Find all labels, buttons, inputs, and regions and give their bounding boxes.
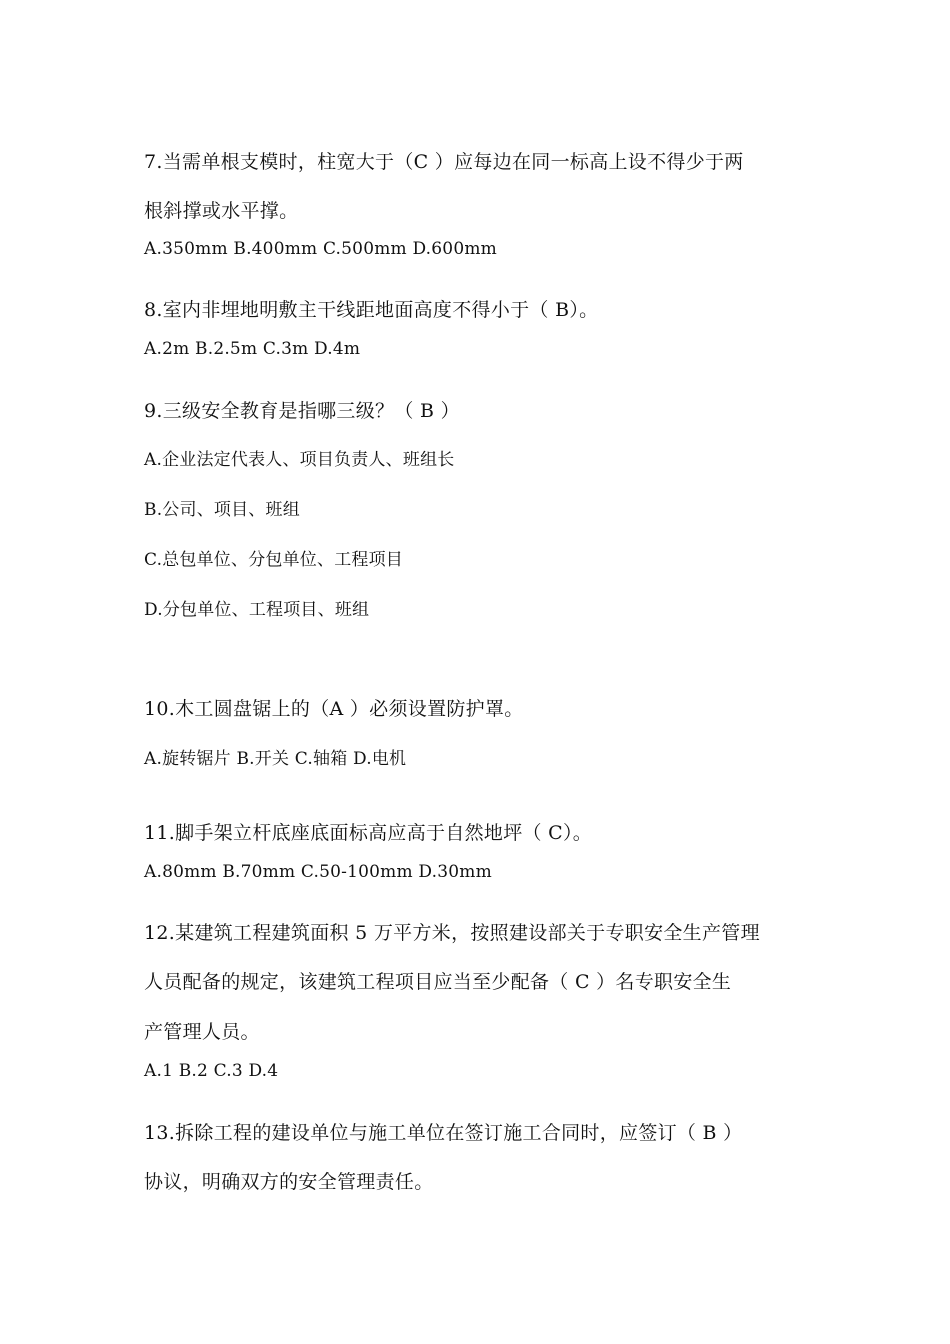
question-11-options: A.80mm B.70mm C.50-100mm D.30mm xyxy=(144,862,492,882)
question-7-line-2: 根斜撑或水平撑。 xyxy=(144,200,299,222)
question-13-line-1: 13.拆除工程的建设单位与施工单位在签订施工合同时，应签订（ B ） xyxy=(144,1122,743,1144)
question-9-line-1: 9.三级安全教育是指哪三级？（ B ） xyxy=(144,400,460,422)
question-7-line-1: 7.当需单根支模时，柱宽大于（C ）应每边在同一标高上设不得少于两 xyxy=(144,151,744,173)
question-12-options: A.1 B.2 C.3 D.4 xyxy=(144,1061,279,1081)
question-9-option-b: B.公司、项目、班组 xyxy=(144,500,300,520)
question-10-options: A.旋转锯片 B.开关 C.轴箱 D.电机 xyxy=(144,749,407,769)
question-9-option-a: A.企业法定代表人、项目负责人、班组长 xyxy=(144,450,455,470)
question-7-options: A.350mm B.400mm C.500mm D.600mm xyxy=(144,239,497,259)
question-9-option-c: C.总包单位、分包单位、工程项目 xyxy=(144,550,404,570)
question-10-line-1: 10.木工圆盘锯上的（A ）必须设置防护罩。 xyxy=(144,698,524,720)
question-9-option-d: D.分包单位、工程项目、班组 xyxy=(144,600,370,620)
question-8-options: A.2m B.2.5m C.3m D.4m xyxy=(144,339,361,359)
question-12-line-2: 人员配备的规定，该建筑工程项目应当至少配备（ C ）名专职安全生 xyxy=(144,971,732,993)
question-12-line-1: 12.某建筑工程建筑面积 5 万平方米，按照建设部关于专职安全生产管理 xyxy=(144,922,760,944)
question-13-line-2: 协议，明确双方的安全管理责任。 xyxy=(144,1171,434,1193)
question-12-line-3: 产管理人员。 xyxy=(144,1021,260,1043)
question-11-line-1: 11.脚手架立杆底座底面标高应高于自然地坪（ C）。 xyxy=(144,822,593,844)
question-8-line-1: 8.室内非埋地明敷主干线距地面高度不得小于（ B）。 xyxy=(144,299,599,321)
